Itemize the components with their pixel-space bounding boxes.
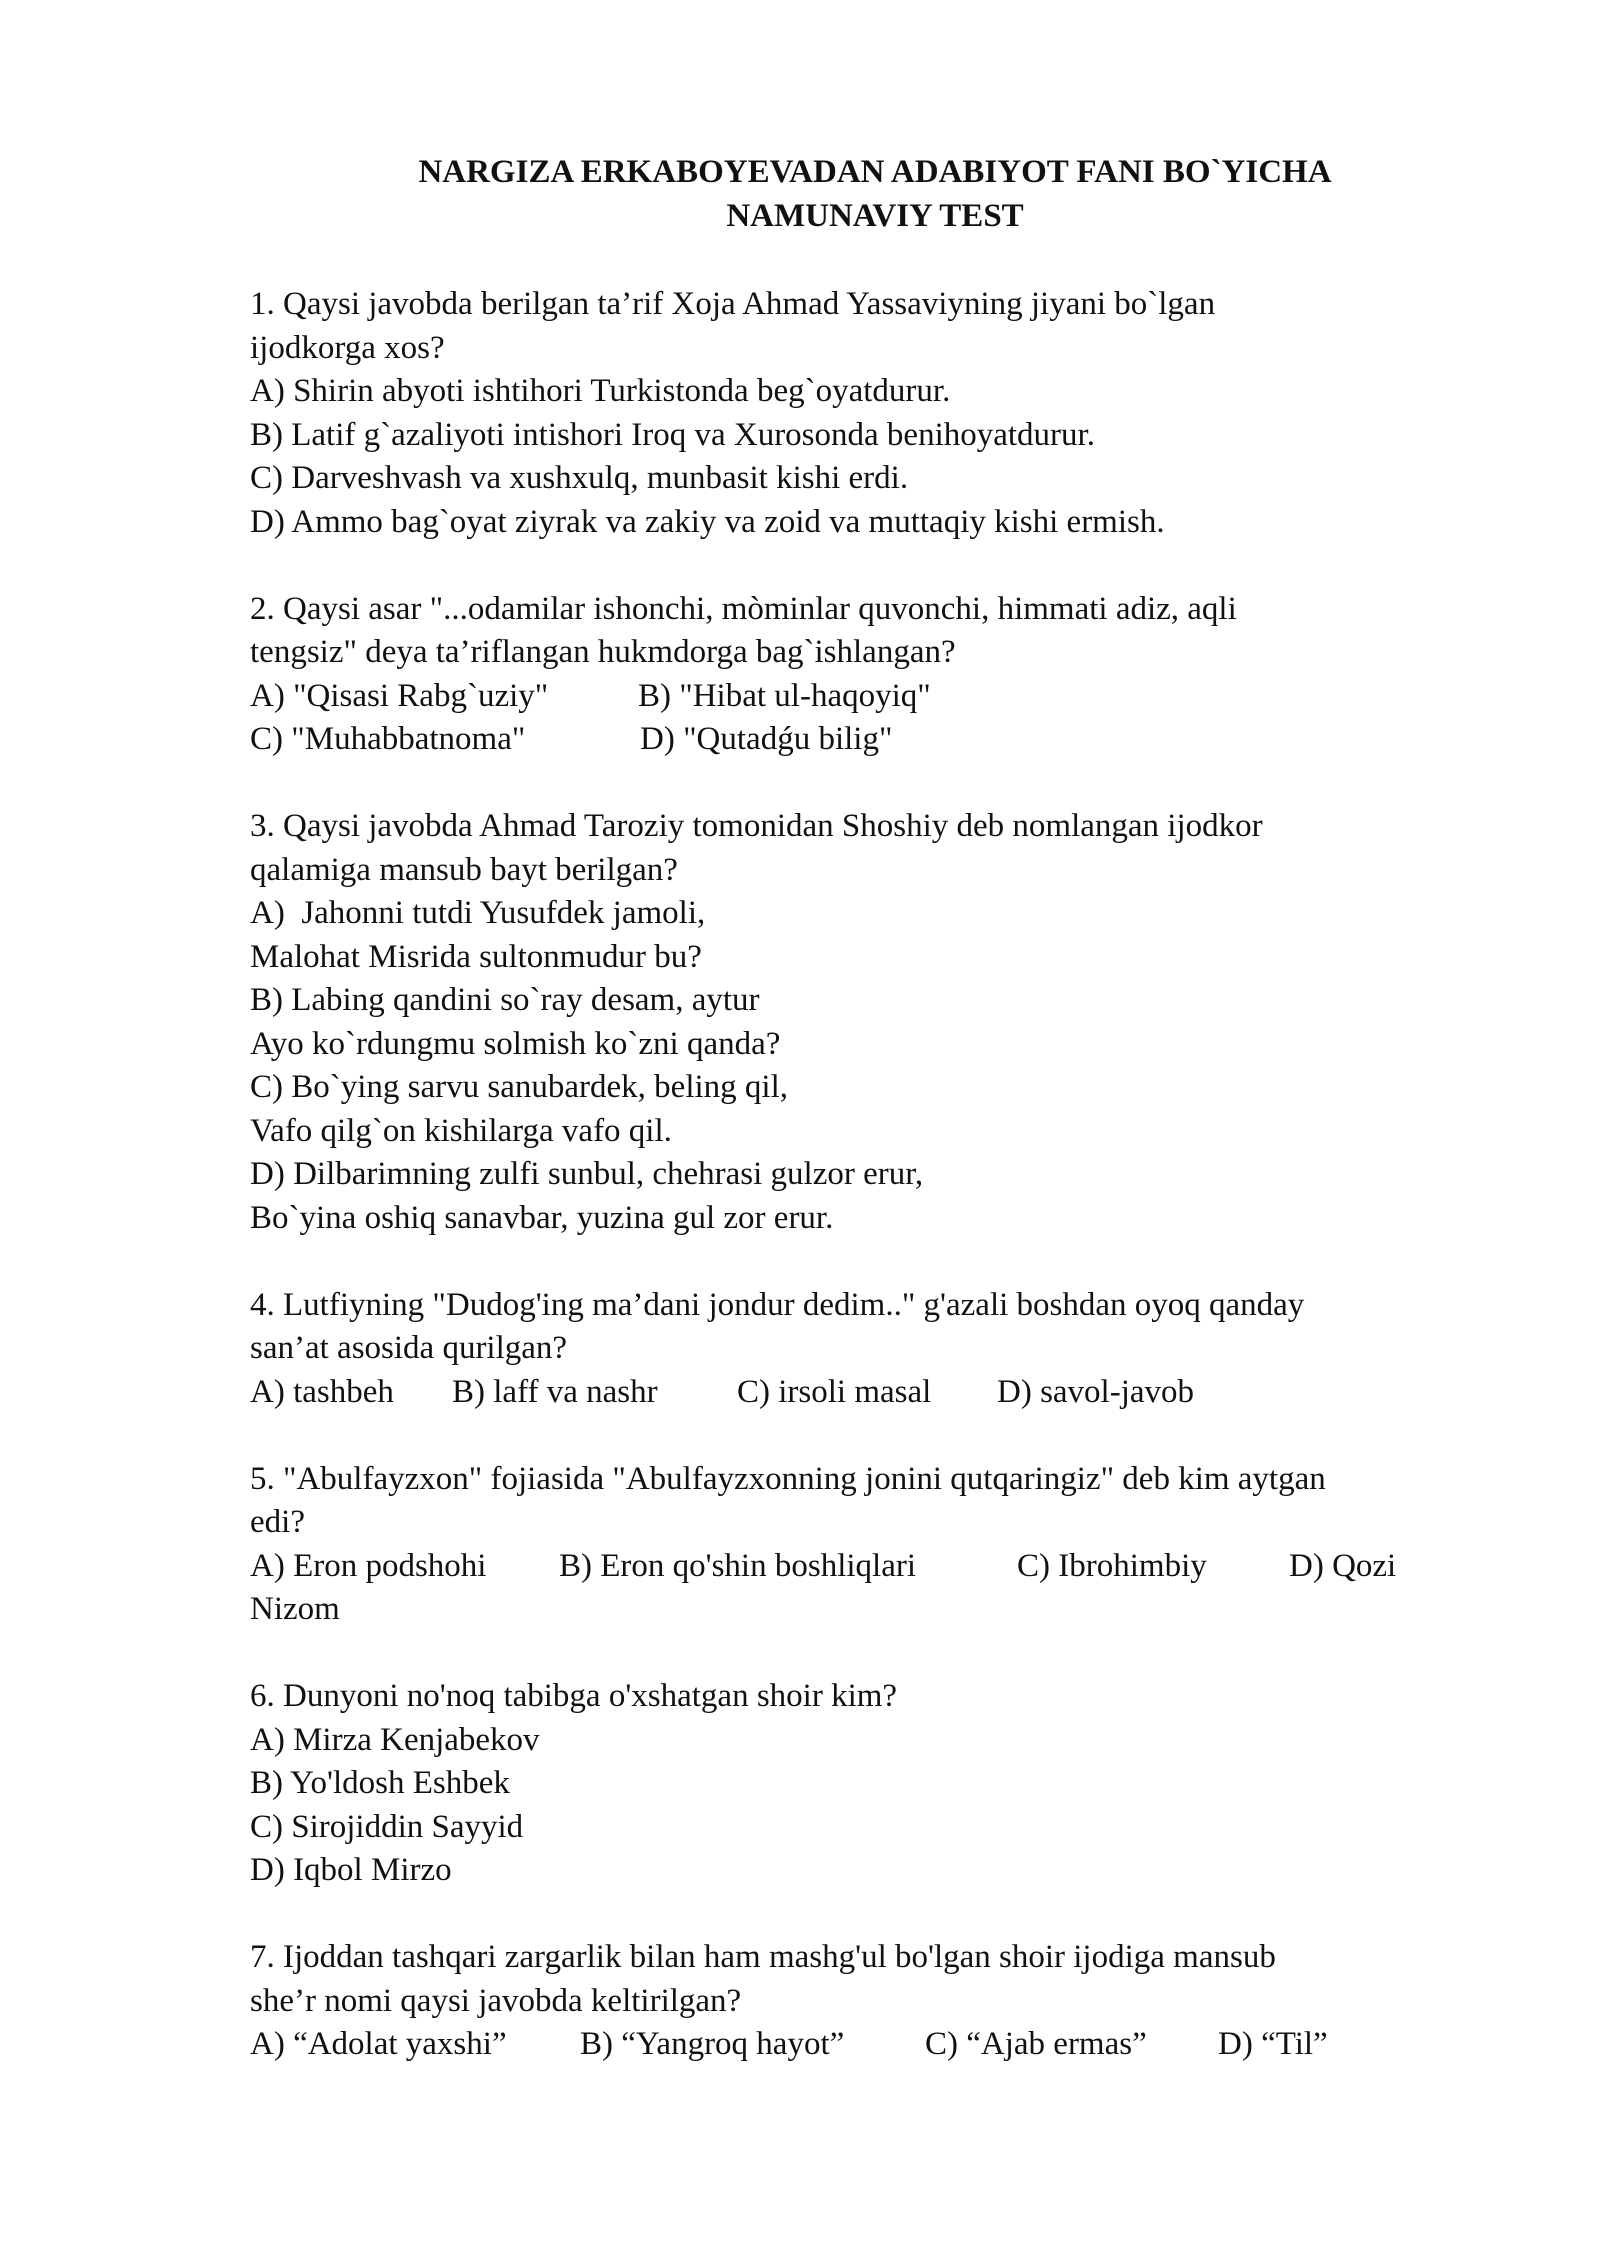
option: C) Darveshvash va xushxulq, munbasit kishi erdi.	[250, 460, 909, 496]
option-continuation: Nizom	[250, 1591, 340, 1627]
question-text: edi?	[250, 1504, 305, 1540]
option: A) tashbeh	[250, 1373, 394, 1410]
option: C) Ibrohimbiy	[1017, 1547, 1207, 1584]
question-text: ijodkorga xos?	[250, 329, 445, 366]
option: A) Mirza Kenjabekov	[250, 1721, 540, 1758]
option: C) Sirojiddin Sayyid	[250, 1808, 524, 1845]
test-questions	[250, 283, 1500, 2110]
option: D) Dilbarimning zulfi sunbul, chehrasi gulzor erur,	[250, 1156, 924, 1192]
question-5	[250, 1458, 1500, 1632]
option-row	[250, 1371, 1500, 1415]
title-line-1: NARGIZA ERKABOYEVADAN ADABIYOT FANI BO`YICHA	[418, 154, 1332, 190]
title-line-2: NAMUNAVIY TEST	[726, 198, 1024, 234]
option: D) Qozi	[1289, 1547, 1397, 1584]
option: A) Eron podshohi	[250, 1547, 487, 1584]
question-text: 2. Qaysi asar "...odamilar ishonchi, mòminlar quvonchi, himmati adiz, aqli	[250, 590, 1237, 627]
option-continuation: Ayo ko`rdungmu solmish ko`zni qanda?	[250, 1025, 781, 1062]
option: B) "Hibat ul-haqoyiq"	[638, 677, 931, 714]
question-text: 5. "Abulfayzxon" fojiasida "Abulfayzxonning jonini qutqaringiz" deb kim aytgan	[250, 1460, 1326, 1497]
question-text: 1. Qaysi javobda berilgan ta’rif Xoja Ahmad Yassaviyning jiyani bo`lgan	[250, 286, 1216, 322]
question-text: 7. Ijoddan tashqari zargarlik bilan ham mashg'ul bo'lgan shoir ijodiga mansub	[250, 1939, 1276, 1975]
option: B) Eron qo'shin boshliqlari	[559, 1547, 917, 1584]
option: A) "Qisasi Rabg`uziy"	[250, 677, 549, 714]
option: D) Ammo bag`oyat ziyrak va zakiy va zoid va muttaqiy kishi ermish.	[250, 503, 1165, 540]
option: A) Jahonni tutdi Yusufdek jamoli,	[250, 895, 706, 931]
question-text: she’r nomi qaysi javobda keltirilgan?	[250, 1982, 742, 2019]
question-6	[250, 1675, 1500, 1893]
option: A) Shirin abyoti ishtihori Turkistonda beg`oyatdurur.	[250, 373, 951, 409]
option: D) savol-javob	[997, 1373, 1195, 1410]
question-text: 6. Dunyoni no'noq tabibga o'xshatgan shoir kim?	[250, 1678, 898, 1714]
option-row	[250, 718, 1500, 762]
option: B) “Yangroq hayot”	[580, 2026, 845, 2062]
question-text: tengsiz" deya ta’riflangan hukmdorga bag`ishlangan?	[250, 634, 956, 670]
option: C) "Muhabbatnoma"	[250, 721, 526, 757]
option: A) “Adolat yaxshi”	[250, 2026, 507, 2062]
option-row	[250, 1545, 1500, 1589]
option: C) Bo`ying sarvu sanubardek, beling qil,	[250, 1069, 788, 1105]
question-text: 3. Qaysi javobda Ahmad Taroziy tomonidan Shoshiy deb nomlangan ijodkor	[250, 808, 1263, 844]
question-7	[250, 1936, 1500, 2067]
question-3	[250, 805, 1500, 1240]
option: C) irsoli masal	[737, 1373, 932, 1410]
question-1	[250, 283, 1500, 544]
option-row	[250, 2023, 1500, 2067]
question-2	[250, 588, 1500, 762]
option-continuation: Vafo qilg`on kishilarga vafo qil.	[250, 1112, 672, 1149]
option-continuation: Bo`yina oshiq sanavbar, yuzina gul zor erur.	[250, 1199, 834, 1236]
option: C) “Ajab ermas”	[925, 2026, 1147, 2062]
option: D) Iqbol Mirzo	[250, 1852, 452, 1888]
option: B) laff va nashr	[452, 1373, 658, 1410]
option: D) "Qutadǵu bilig"	[640, 721, 893, 757]
question-text: san’at asosida qurilgan?	[250, 1330, 568, 1366]
question-text: 4. Lutfiyning "Dudog'ing ma’dani jondur dedim.." g'azali boshdan oyoq qanday	[250, 1286, 1305, 1323]
option-row	[250, 675, 1500, 719]
question-text: qalamiga mansub bayt berilgan?	[250, 851, 678, 888]
option: B) Latif g`azaliyoti intishori Iroq va Xurosonda benihoyatdurur.	[250, 416, 1095, 453]
option: B) Yo'ldosh Eshbek	[250, 1765, 510, 1801]
option-continuation: Malohat Misrida sultonmudur bu?	[250, 938, 702, 975]
question-4	[250, 1284, 1500, 1415]
option: B) Labing qandini so`ray desam, aytur	[250, 982, 760, 1018]
document-title	[250, 150, 1500, 238]
option: D) “Til”	[1218, 2026, 1328, 2062]
